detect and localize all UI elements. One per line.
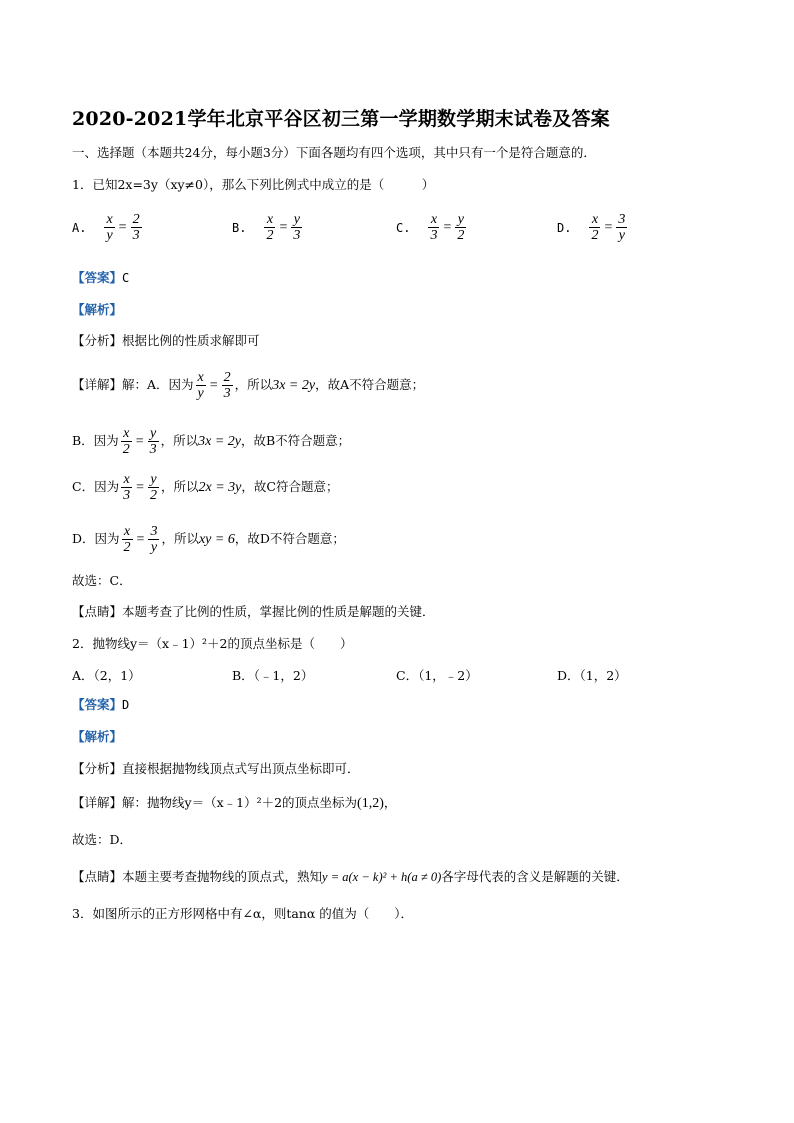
q1-xiangjie-c: C．因为 $\frac{x}{3}$ = $\frac{y}{2}$ ，所以2x = 3y，故C符合题意； <box>72 472 339 503</box>
page-title: 2020-2021学年北京平谷区初三第一学期数学期末试卷及答案 <box>72 108 610 130</box>
answer-tag: 【答案】 <box>72 270 123 285</box>
numerator: x <box>197 370 204 385</box>
fraction <box>264 212 275 243</box>
text: ， <box>383 795 397 810</box>
denominator: 3 <box>223 386 231 401</box>
fraction <box>121 472 132 503</box>
text: 各字母代表的含义是解题的关键． <box>441 869 629 884</box>
equation: 3x = 2y <box>198 434 241 449</box>
fraction <box>104 212 114 243</box>
answer-value: D <box>122 698 130 712</box>
fraction <box>455 212 466 243</box>
fraction <box>428 212 439 243</box>
q1-xiangjie-b: B．因为 $\frac{x}{2}$ = $\frac{y}{3}$ ，所以3x = 2y，故B不符合题意； <box>72 426 351 457</box>
question-2-stem: 2．抛物线y＝（x﹣1）²＋2的顶点坐标是（ ） <box>72 636 353 651</box>
numerator: x <box>266 212 274 227</box>
option-label: B. <box>232 220 247 235</box>
denominator: 2 <box>122 442 130 457</box>
dianjing-tag: 【点睛】 <box>72 604 123 619</box>
denominator: 3 <box>132 228 140 243</box>
denominator: 2 <box>123 540 131 555</box>
numerator: x <box>123 524 131 539</box>
fraction <box>131 212 142 243</box>
numerator: x <box>123 472 130 487</box>
xiangjie-tag: 【详解】 <box>72 795 123 810</box>
fraction <box>148 524 159 555</box>
fenxi-text: 直接根据抛物线顶点式写出顶点坐标即可． <box>122 761 360 776</box>
q2-option-d: D．（1，2） <box>557 668 627 683</box>
equation: 2x = 3y <box>198 480 242 495</box>
numerator: x <box>106 212 113 227</box>
option-label: C. <box>396 220 411 235</box>
section-heading: 一、选择题（本题共24分，每小题3分）下面各题均有四个选项，其中只有一个是符合题意的． <box>72 145 596 160</box>
q2-choose: 故选：D． <box>72 832 133 847</box>
dianjing-text: 本题考查了比例的性质，掌握比例的性质是解题的关键． <box>122 604 435 619</box>
q1-xiangjie-a: 【详解】解：A．因为 $\frac{x}{y}$ = $\frac{2}{3}$ ，所以3x = 2y，故A不符合题意； <box>72 370 425 401</box>
question-3-stem: 3．如图所示的正方形网格中有∠α，则tanα 的值为（ ）． <box>72 906 414 921</box>
numerator: y <box>150 472 157 487</box>
numerator: 2 <box>132 212 140 227</box>
fenxi-tag: 【分析】 <box>72 761 123 776</box>
numerator: 3 <box>618 212 626 227</box>
q2-analysis <box>72 729 122 745</box>
option-label: A. <box>72 220 87 235</box>
fraction <box>121 426 132 457</box>
text: ，所以 <box>234 377 273 392</box>
text: C．因为 <box>72 479 120 494</box>
q1-choose: 故选：C． <box>72 573 132 588</box>
text: D．因为 <box>72 531 120 546</box>
denominator: y <box>197 386 204 401</box>
fraction <box>122 524 133 555</box>
text: ，所以 <box>160 479 199 494</box>
numerator: 3 <box>150 524 158 539</box>
numerator: x <box>123 426 130 441</box>
q1-fenxi <box>72 333 260 349</box>
option-label: D. <box>557 220 572 235</box>
math-expression: y = a(x − k)² + h(a ≠ 0) <box>322 870 442 884</box>
q2-xiangjie <box>72 795 396 812</box>
denominator: y <box>150 540 158 555</box>
text: 本题主要考查抛物线的顶点式，熟知 <box>122 869 323 884</box>
equation: 3x = 2y <box>272 378 316 393</box>
dianjing-tag: 【点睛】 <box>72 869 123 884</box>
fraction <box>291 212 302 243</box>
fenxi-tag: 【分析】 <box>72 333 123 348</box>
q2-option-b: B．（﹣1，2） <box>232 668 314 683</box>
text: ，故C符合题意； <box>241 479 339 494</box>
fraction <box>148 426 159 457</box>
fraction <box>222 370 233 401</box>
q2-option-c: C．（1，﹣2） <box>396 668 478 683</box>
q1-xiangjie-d: D．因为 $\frac{x}{2}$ = $\frac{3}{y}$ ，所以xy = 6，故D不符合题意； <box>72 524 345 555</box>
denominator: 2 <box>457 228 465 243</box>
fraction <box>589 212 600 243</box>
denominator: 3 <box>123 488 131 503</box>
text: 解：抛物线y＝（x﹣1）²＋2的顶点坐标为 <box>122 795 358 810</box>
denominator: 2 <box>591 228 599 243</box>
fraction <box>148 472 159 503</box>
q1-option-c: C. $\frac{x}{3}$ = $\frac{y}{2}$ <box>396 212 465 243</box>
fraction <box>196 370 206 401</box>
numerator: y <box>149 426 157 441</box>
numerator: y <box>293 212 300 227</box>
fenxi-text: 根据比例的性质求解即可 <box>122 333 260 348</box>
analysis-tag: 【解析】 <box>72 729 123 744</box>
text: ，故A不符合题意； <box>315 377 425 392</box>
q1-option-b: B. $\frac{x}{2}$ = $\frac{y}{3}$ <box>232 212 301 243</box>
q1-answer <box>72 270 129 286</box>
denominator: y <box>618 228 625 243</box>
numerator: x <box>430 212 438 227</box>
numerator: y <box>457 212 464 227</box>
q1-analysis <box>72 302 122 318</box>
q1-dianjing <box>72 604 435 620</box>
q2-answer <box>72 697 129 713</box>
q1-option-a: A. $\frac{x}{y}$ = $\frac{2}{3}$ <box>72 212 140 243</box>
q1-option-d: D. $\frac{x}{2}$ = $\frac{3}{y}$ <box>557 212 626 243</box>
numerator: 2 <box>223 370 231 385</box>
denominator: 2 <box>266 228 274 243</box>
text: ，故D不符合题意； <box>234 531 345 546</box>
math-expression: (1,2) <box>357 796 384 811</box>
answer-tag: 【答案】 <box>72 697 123 712</box>
denominator: 2 <box>149 488 157 503</box>
answer-value: C <box>122 271 130 285</box>
denominator: 3 <box>293 228 301 243</box>
denominator: 3 <box>149 442 157 457</box>
equation: xy = 6 <box>198 532 235 547</box>
fraction <box>616 212 627 243</box>
q2-fenxi <box>72 761 360 777</box>
numerator: x <box>591 212 599 227</box>
text: ，故B不符合题意； <box>240 433 351 448</box>
text: ，所以 <box>160 433 199 448</box>
text: B．因为 <box>72 433 119 448</box>
q2-option-a: A．（2，1） <box>72 668 141 683</box>
text: ，所以 <box>161 531 199 546</box>
denominator: 3 <box>430 228 438 243</box>
denominator: y <box>106 228 113 243</box>
question-1-stem: 1．已知2x=3y（xy≠0），那么下列比例式中成立的是（ ） <box>72 177 435 192</box>
text: 解：A．因为 <box>122 377 194 392</box>
analysis-tag: 【解析】 <box>72 302 123 317</box>
q2-dianjing <box>72 869 629 885</box>
xiangjie-tag: 【详解】 <box>72 377 123 392</box>
